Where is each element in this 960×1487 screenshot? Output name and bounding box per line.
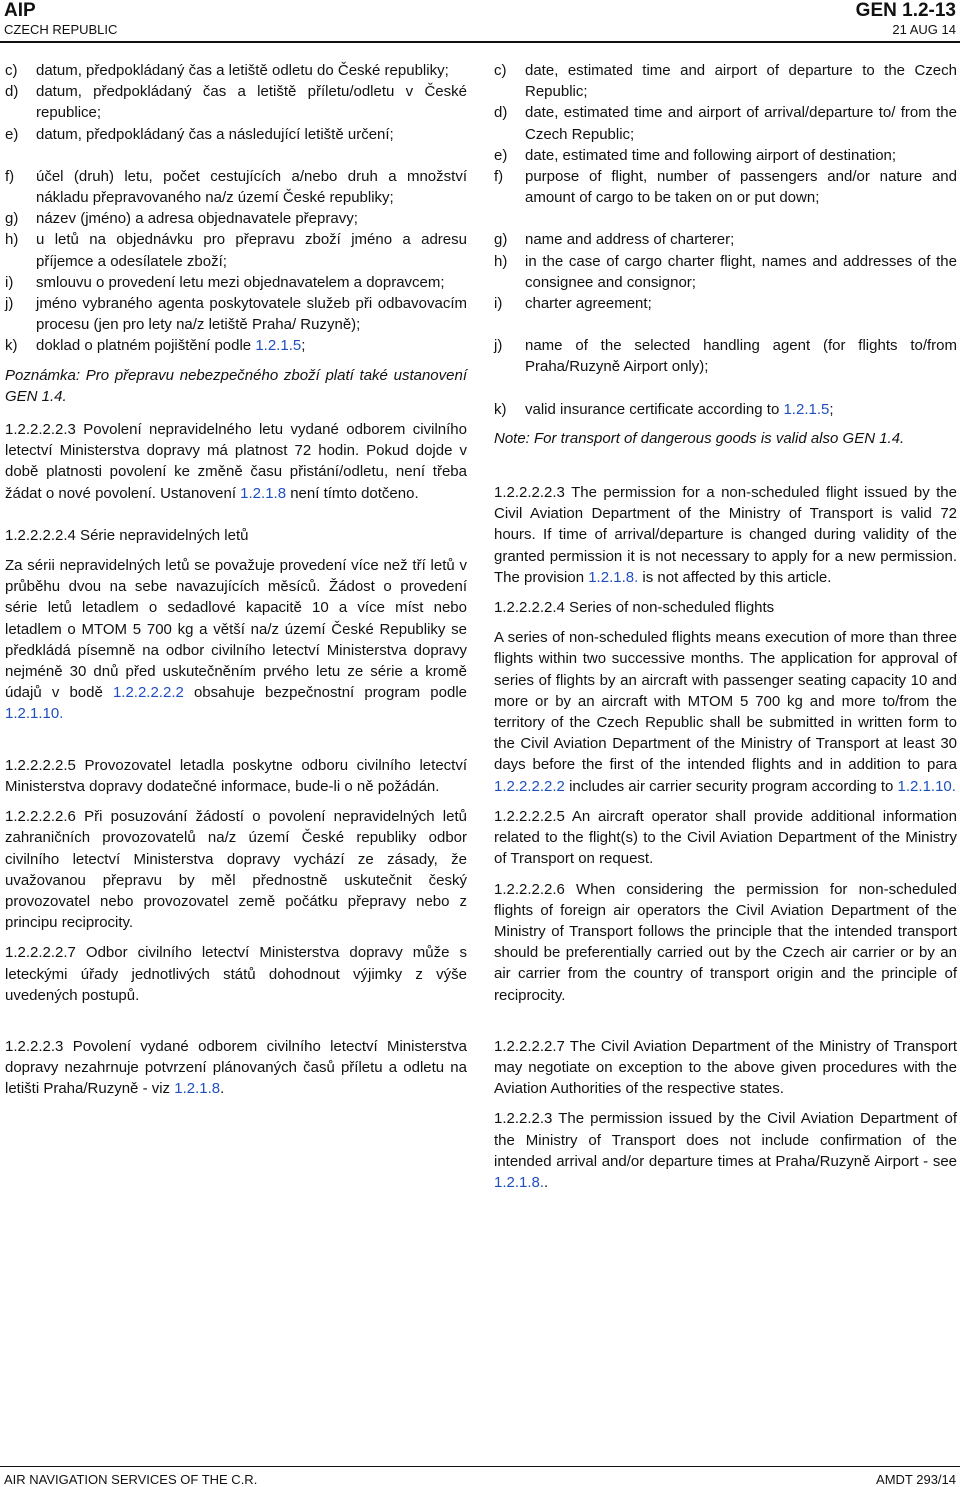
footer-publisher: AIR NAVIGATION SERVICES OF THE C.R.: [4, 1472, 258, 1487]
paragraph: 1.2.2.2.3 The permission issued by the Civil Aviation Department of the Ministry of Transport does not include confirmation of the intended arrival and/or departure times at Praha/Ruzyně Airport - see 1.2.1.8..: [494, 1110, 957, 1191]
reference-link[interactable]: 1.2.1.5: [255, 337, 302, 355]
paragraph: 1.2.2.2.2.7 The Civil Aviation Department of the Ministry of Transport may negotiate on exception to the above given procedures with the Aviation Authorities of the respective states.: [494, 1037, 957, 1098]
paragraph: 1.2.2.2.2.5 Provozovatel letadla poskytne odboru civilního letectví Ministerstva dopravy dodatečné informace, bude-li o ně požádán.: [5, 756, 467, 795]
list-item: j) jméno vybraného agenta poskytovatele služeb při odbavovacím procesu (jen pro lety na/z letiště Praha/ Ruzyně);: [5, 295, 467, 334]
reference-link[interactable]: 1.2.1.8.: [494, 1173, 545, 1191]
reference-link[interactable]: 1.2.1.10.: [897, 777, 956, 795]
list-item: e) datum, předpokládaný čas a následující letiště určení;: [5, 125, 394, 143]
paragraph: 1.2.2.2.3 Povolení vydané odborem civilního letectví Ministerstva dopravy nezahrnuje potvrzení plánovaných časů příletu a odletu na letišti Praha/Ruzyně - viz 1.2.1.8.: [5, 1037, 467, 1098]
paragraph: 1.2.2.2.2.6 When considering the permission for non-scheduled flights of foreign air operators the Civil Aviation Department of the Ministry of Transport follows the principle that the intended transport should be preferentially carried out by the Czech air carrier or by an air carrier from the country of transport origin and the principle of reciprocity.: [494, 880, 957, 1004]
header-right: [856, 0, 956, 38]
list-item: i) smlouvu o provedení letu mezi objednavatelem a dopravcem;: [5, 273, 445, 291]
list-item: c) date, estimated time and airport of departure to the Czech Republic;: [494, 62, 957, 101]
paragraph: 1.2.2.2.2.3 The permission for a non-scheduled flight issued by the Civil Aviation Department of the Ministry of Transport is valid 72 hours. If time of arrival/departure is changed during validity of the granted permission it is not necessary to apply for a new permission. The provision 1.2.1.8. is not affected by this article.: [494, 484, 957, 586]
footer-amendment: AMDT 293/14: [876, 1472, 956, 1487]
list-item: k) doklad o platném pojištění podle 1.2.1.5;: [5, 337, 306, 355]
list-item: f) purpose of flight, number of passengers and/or nature and amount of cargo to be taken on or put down;: [494, 168, 957, 207]
list-item: k) valid insurance certificate according to 1.2.1.5;: [494, 400, 834, 418]
list-item: g) name and address of charterer;: [494, 231, 735, 249]
reference-link[interactable]: 1.2.1.10.: [5, 705, 64, 723]
note: Poznámka: Pro přepravu nebezpečného zboží platí také ustanovení GEN 1.4.: [5, 366, 467, 405]
note: Note: For transport of dangerous goods is valid also GEN 1.4.: [494, 429, 905, 447]
footer-divider: [0, 1466, 960, 1467]
english-column: [494, 60, 957, 1193]
header-divider: [0, 41, 960, 43]
list-item: j) name of the selected handling agent (for flights to/from Praha/Ruzyně Airport only);: [494, 337, 957, 376]
header-date: 21 AUG 14: [892, 22, 956, 37]
header-section-number: GEN 1.2-13: [855, 0, 956, 21]
list-item: c) datum, předpokládaný čas a letiště odletu do České republiky;: [5, 62, 449, 79]
header-left: [4, 0, 117, 38]
czech-column: [5, 60, 467, 1100]
header-country: CZECH REPUBLIC: [4, 22, 118, 37]
paragraph: 1.2.2.2.2.5 An aircraft operator shall provide additional information related to the flight(s) to the Civil Aviation Department of the Ministry of Transport on request.: [494, 807, 957, 868]
reference-link[interactable]: 1.2.1.8.: [588, 568, 639, 586]
header-aip-title: AIP: [4, 0, 36, 21]
reference-link[interactable]: 1.2.1.5: [783, 400, 830, 418]
list-item: d) datum, předpokládaný čas a letiště příletu/odletu v České republice;: [5, 83, 467, 122]
list-item: g) název (jméno) a adresa objednavatele přepravy;: [5, 210, 358, 228]
list-item: h) u letů na objednávku pro přepravu zboží jméno a adresu příjemce a odesílatele zboží;: [5, 231, 467, 270]
list-item: h) in the case of cargo charter flight, names and addresses of the consignee and consignor;: [494, 252, 957, 291]
section-heading: 1.2.2.2.2.4 Série nepravidelných letů: [5, 526, 249, 544]
section-heading: 1.2.2.2.2.4 Series of non-scheduled flights: [494, 599, 775, 617]
reference-link[interactable]: 1.2.1.8: [174, 1080, 221, 1098]
paragraph: Za sérii nepravidelných letů se považuje provedení více než tří letů v průběhu dvou na sebe navazujících měsíců. Žádost o provedení série letů letadlem o sedadlové kapacitě 10 a více míst nebo letadlem o MTOM 5 700 kg a větší na/z území České Republiky se předkládá písemně na odbor civilního letectví Ministerstva dopravy nejméně 30 dnů před uskutečněním prvého letu ze série a kromě údajů v bodě 1.2.2.2.2.2 obsahuje bezpečnostní program podle 1.2.1.10.: [5, 557, 467, 723]
paragraph: 1.2.2.2.2.6 Při posuzování žádostí o povolení nepravidelných letů zahraničních provozovatelů na/z území České republiky odbor civilního letectví Ministerstva dopravy vychází ze zásady, že uvažovanou přepravu by měl přednostně uskutečnit český provozovatel nebo provozovatel země počátku přepravy nebo z principu reciprocity.: [5, 808, 467, 932]
list-item: d) date, estimated time and airport of arrival/departure to/ from the Czech Republic;: [494, 104, 957, 143]
list-item: i) charter agreement;: [494, 295, 652, 313]
paragraph: 1.2.2.2.2.3 Povolení nepravidelného letu vydané odborem civilního letectví Ministerstva dopravy má platnost 72 hodin. Pokud dojde v době platnosti povolení ke změně času přistání/odletu, není třeba žádat o nové povolení. Ustanovení 1.2.1.8 není tímto dotčeno.: [5, 421, 467, 502]
list-item: f) účel (druh) letu, počet cestujících a/nebo druh a množství nákladu přepravovaného na/z území České republiky;: [5, 167, 467, 207]
reference-link[interactable]: 1.2.2.2.2.2: [112, 684, 184, 702]
list-item: e) date, estimated time and following airport of destination;: [494, 146, 897, 164]
reference-link[interactable]: 1.2.1.8: [240, 484, 287, 502]
reference-link[interactable]: 1.2.2.2.2.2: [494, 777, 565, 795]
paragraph: 1.2.2.2.2.7 Odbor civilního letectví Ministerstva dopravy může s leteckými úřady jednotlivých států dohodnout výjimky z výše uvedených postupů.: [5, 944, 467, 1004]
paragraph: A series of non-scheduled flights means execution of more than three flights within two successive months. The application for approval of series of flights by an aircraft with passenger seating capacity 10 and more or by an aircraft with MTOM 5 700 kg and more to/from the territory of the Czech Republic shall be submitted in written form to the Civil Aviation Department of the Ministry of Transport at least 30 days before the first of the intended flights and in addition to para 1.2.2.2.2.2 includes air carrier security program according to 1.2.1.10.: [494, 629, 957, 795]
